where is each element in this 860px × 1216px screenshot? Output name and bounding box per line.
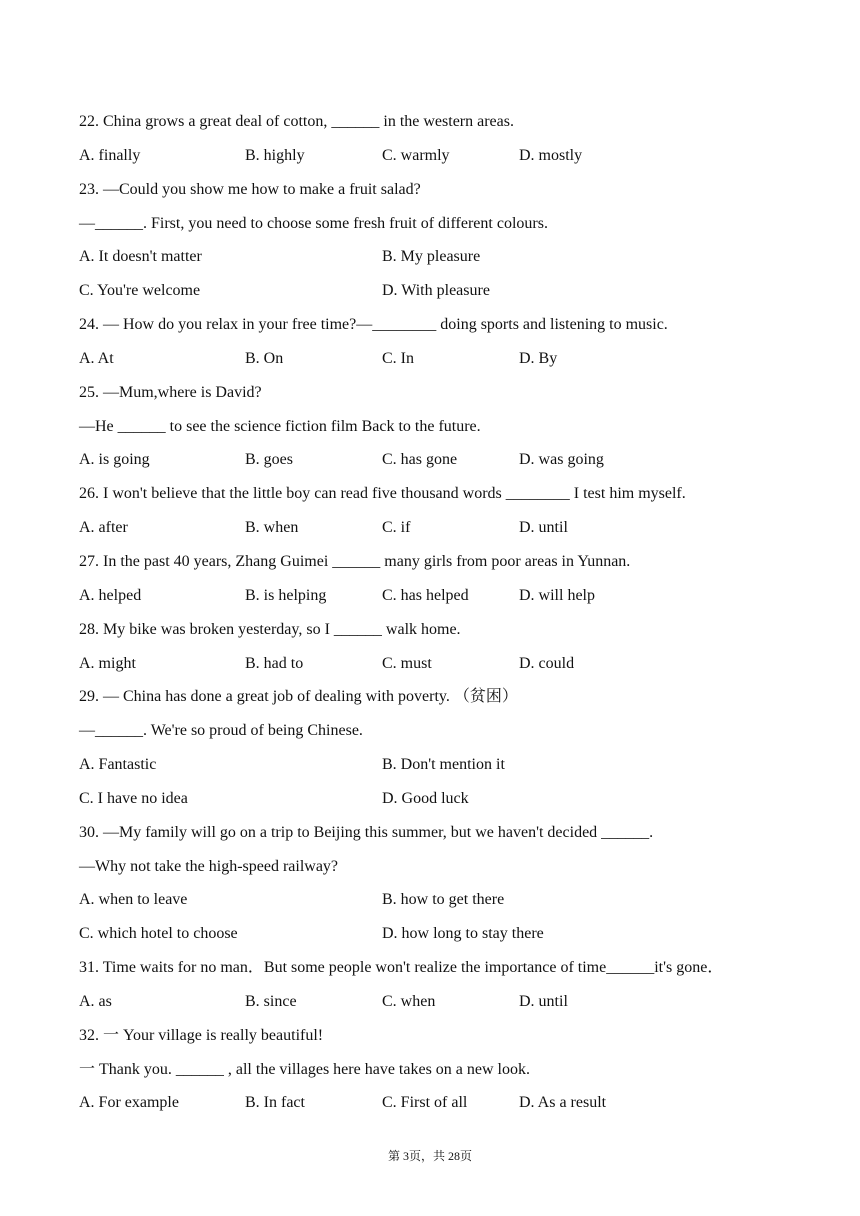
options-row — [79, 143, 799, 177]
dialogue-line: —______. We're so proud of being Chinese. — [79, 722, 363, 740]
options-row — [79, 447, 799, 481]
answer-option: B. On — [245, 349, 284, 367]
question-block — [79, 617, 799, 685]
answer-option: A. as — [79, 992, 112, 1010]
answer-option: B. is helping — [245, 586, 327, 604]
answer-option: B. since — [245, 992, 297, 1010]
question-block — [79, 109, 799, 177]
options-row — [79, 752, 799, 786]
options-row — [79, 1090, 799, 1124]
options-row — [79, 244, 799, 278]
dialogue-line: —______. First, you need to choose some fresh fruit of different colours. — [79, 214, 548, 232]
question-stem: 25. —Mum,where is David? — [79, 383, 262, 401]
question-stem: 26. I won't believe that the little boy can read five thousand words ________ I test him myself. — [79, 485, 686, 503]
options-row — [79, 651, 799, 685]
question-stem: 27. In the past 40 years, Zhang Guimei ______ many girls from poor areas in Yunnan. — [79, 552, 631, 570]
answer-option: C. I have no idea — [79, 789, 188, 807]
options-row — [79, 583, 799, 617]
answer-option: C. has gone — [382, 451, 458, 469]
page-footer: 第 3页，共 28页 — [387, 1149, 472, 1163]
answer-option: D. With pleasure — [382, 282, 490, 300]
answer-option: A. Fantastic — [79, 756, 157, 774]
options-row — [79, 989, 799, 1023]
question-stem: 22. China grows a great deal of cotton, ______ in the western areas. — [79, 113, 514, 130]
answer-option: A. For example — [79, 1094, 179, 1112]
question-block — [79, 820, 799, 955]
answer-option: A. after — [79, 519, 128, 537]
question-block — [79, 312, 799, 380]
options-row — [79, 278, 799, 312]
answer-option: A. might — [79, 654, 136, 672]
answer-option: C. First of all — [382, 1094, 468, 1112]
question-stem: 23. —Could you show me how to make a fruit salad? — [79, 180, 421, 198]
answer-option: C. You're welcome — [79, 282, 201, 300]
answer-option: A. finally — [79, 146, 141, 164]
answer-option: B. how to get there — [382, 891, 505, 909]
question-block — [79, 177, 799, 312]
question-stem: 28. My bike was broken yesterday, so I ______ walk home. — [79, 620, 461, 638]
answer-option: C. has helped — [382, 586, 469, 604]
answer-option: B. In fact — [245, 1094, 305, 1112]
answer-option: D. until — [519, 992, 568, 1010]
answer-option: C. In — [382, 349, 414, 367]
options-row — [79, 346, 799, 380]
answer-option: A. helped — [79, 586, 142, 604]
options-row — [79, 515, 799, 549]
question-block — [79, 684, 799, 819]
answer-option: C. when — [382, 992, 436, 1010]
options-row — [79, 921, 799, 955]
answer-option: C. must — [382, 654, 432, 672]
options-row — [79, 786, 799, 820]
answer-option: A. At — [79, 349, 114, 367]
answer-option: D. Good luck — [382, 789, 469, 807]
question-block — [79, 1023, 799, 1125]
answer-option: B. highly — [245, 146, 305, 164]
answer-option: A. It doesn't matter — [79, 248, 202, 266]
answer-option: C. which hotel to choose — [79, 925, 238, 943]
question-block — [79, 380, 799, 482]
answer-option: B. My pleasure — [382, 248, 481, 266]
question-block — [79, 481, 799, 549]
answer-option: D. how long to stay there — [382, 925, 544, 943]
answer-option: D. By — [519, 349, 558, 367]
answer-option: C. if — [382, 519, 411, 537]
answer-option: D. until — [519, 519, 568, 537]
question-stem: 32. 一 Your village is really beautiful! — [79, 1026, 324, 1044]
answer-option: B. when — [245, 519, 299, 537]
answer-option: D. mostly — [519, 146, 583, 164]
question-stem: 30. —My family will go on a trip to Beijing this summer, but we haven't decided ______. — [79, 823, 654, 841]
question-block — [79, 549, 799, 617]
answer-option: C. warmly — [382, 146, 450, 164]
question-stem: 24. — How do you relax in your free time?—________ doing sports and listening to music. — [79, 316, 668, 334]
dialogue-line: —He ______ to see the science fiction film Back to the future. — [79, 417, 481, 435]
answer-option: B. Don't mention it — [382, 756, 505, 774]
answer-option: D. will help — [519, 586, 595, 604]
answer-option: A. is going — [79, 451, 150, 469]
answer-option: D. could — [519, 654, 575, 672]
question-list — [79, 109, 799, 1124]
answer-option: D. As a result — [519, 1094, 607, 1112]
answer-option: B. had to — [245, 654, 304, 672]
question-stem: 29. — China has done a great job of dealing with poverty. （贫困） — [79, 688, 518, 706]
question-block — [79, 955, 799, 1023]
dialogue-line: —Why not take the high-speed railway? — [79, 857, 339, 875]
options-row — [79, 887, 799, 921]
dialogue-line: 一 Thank you. ______ , all the villages here have takes on a new look. — [79, 1060, 530, 1078]
question-stem: 31. Time waits for no man．But some people won't realize the importance of time______it's gone． — [79, 959, 724, 977]
answer-option: B. goes — [245, 451, 293, 469]
answer-option: A. when to leave — [79, 891, 188, 909]
answer-option: D. was going — [519, 451, 604, 469]
